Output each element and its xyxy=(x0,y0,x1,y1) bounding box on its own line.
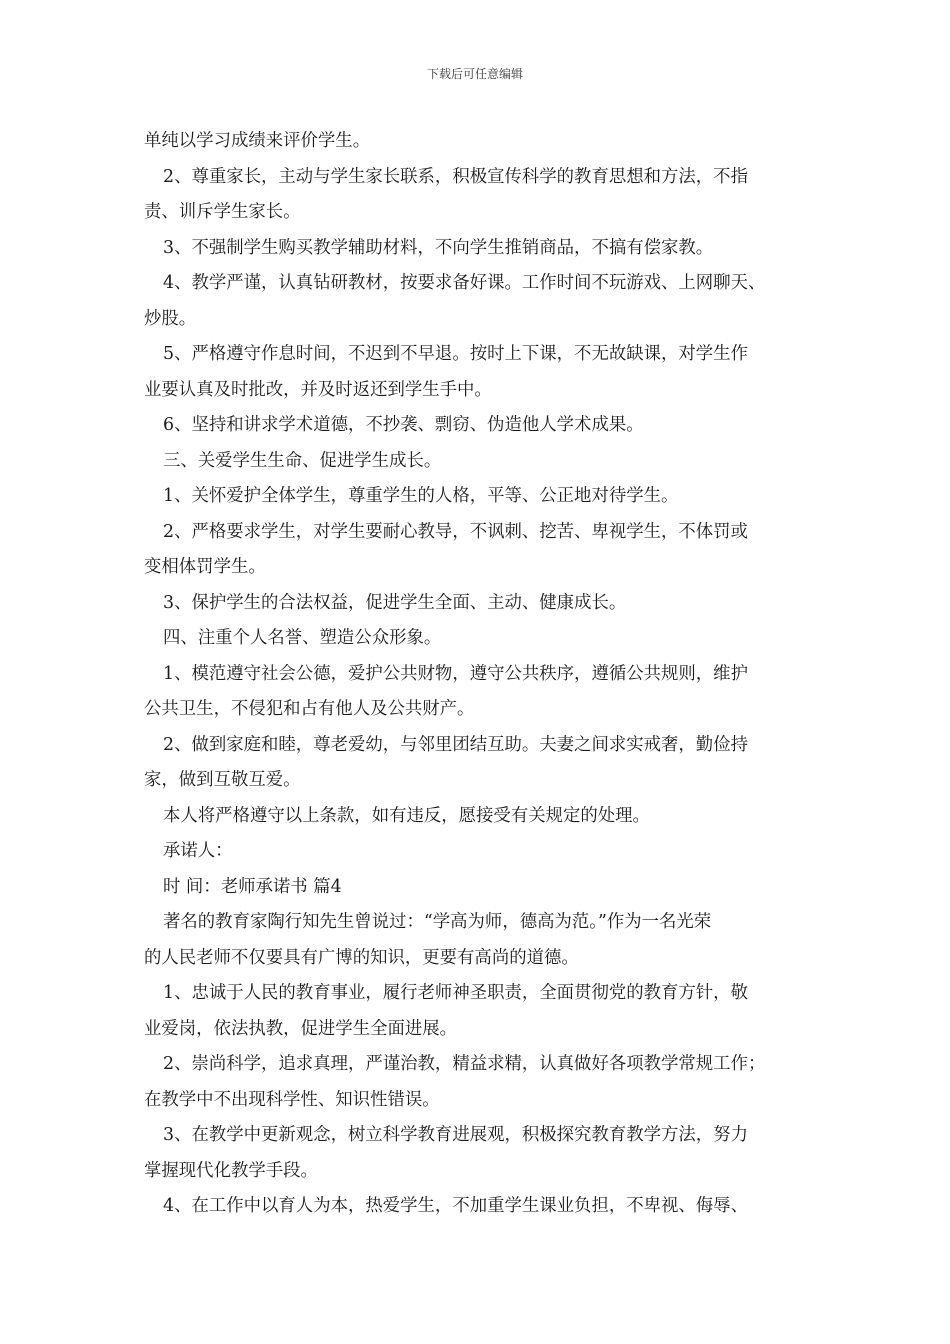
text-line: 在教学中不出现科学性、知识性错误。 xyxy=(144,1089,440,1110)
text-line: 3、不强制学生购买教学辅助材料，不向学生推销商品，不搞有偿家教。 xyxy=(163,237,714,258)
text-line: 四、注重个人名誉、塑造公众形象。 xyxy=(163,628,442,648)
text-line: 单纯以学习成绩来评价学生。 xyxy=(144,131,371,151)
text-line: 3、保护学生的合法权益，促进学生全面、主动、健康成长。 xyxy=(163,592,627,613)
text-line: 2、做到家庭和睦，尊老爱幼，与邻里团结互助。夫妻之间求实戒奢，勤俭持 xyxy=(163,734,748,755)
text-line: 著名的教育家陶行知先生曾说过：“学高为师，德高为范。”作为一名光荣 xyxy=(163,912,712,932)
text-line: 时 间：老师承诺书 篇4 xyxy=(163,876,342,897)
text-line: 6、坚持和讲求学术道德，不抄袭、剽窃、伪造他人学术成果。 xyxy=(163,415,644,435)
text-line: 三、关爱学生生命、促进学生成长。 xyxy=(163,450,442,471)
text-line: 2、崇尚科学，追求真理，严谨治教，精益求精，认真做好各项教学常规工作； xyxy=(163,1054,766,1074)
document-body xyxy=(144,124,824,1225)
text-line: 3、在教学中更新观念，树立科学教育进展观，积极探究教育教学方法，努力 xyxy=(163,1125,748,1145)
text-line: 炒股。 xyxy=(144,308,197,329)
page-header: 下载后可任意编辑 xyxy=(426,67,523,81)
text-line: 业爱岗，依法执教，促进学生全面进展。 xyxy=(144,1018,458,1039)
text-line: 变相体罚学生。 xyxy=(144,557,266,577)
text-line: 责、训斥学生家长。 xyxy=(144,202,301,222)
text-line: 的人民老师不仅要具有广博的知识，更要有高尚的道德。 xyxy=(144,947,579,968)
text-line: 掌握现代化教学手段。 xyxy=(144,1160,318,1181)
text-line: 承诺人： xyxy=(163,841,233,861)
text-line: 1、模范遵守社会公德，爱护公共财物，遵守公共秩序，遵循公共规则，维护 xyxy=(163,663,748,684)
text-line: 4、教学严谨，认真钻研教材，按要求备好课。工作时间不玩游戏、上网聊天、 xyxy=(163,273,766,293)
text-line: 2、严格要求学生，对学生要耐心教导，不讽刺、挖苦、卑视学生，不体罚或 xyxy=(163,521,748,542)
text-line: 1、忠诚于人民的教育事业，履行老师神圣职责，全面贯彻党的教育方针，敬 xyxy=(163,983,748,1003)
text-line: 1、关怀爱护全体学生，尊重学生的人格，平等、公正地对待学生。 xyxy=(163,486,679,506)
text-line: 5、严格遵守作息时间，不迟到不早退。按时上下课，不无故缺课，对学生作 xyxy=(163,344,748,364)
text-line: 家，做到互敬互爱。 xyxy=(144,770,301,790)
text-line: 4、在工作中以育人为本，热爱学生，不加重学生课业负担，不卑视、侮辱、 xyxy=(163,1196,748,1216)
text-line: 本人将严格遵守以上条款，如有违反，愿接受有关规定的处理。 xyxy=(163,805,650,826)
text-line: 业要认真及时批改，并及时返还到学生手中。 xyxy=(144,379,492,400)
text-line: 2、尊重家长，主动与学生家长联系，积极宣传科学的教育思想和方法，不指 xyxy=(163,166,748,187)
text-line: 公共卫生，不侵犯和占有他人及公共财产。 xyxy=(144,699,475,719)
